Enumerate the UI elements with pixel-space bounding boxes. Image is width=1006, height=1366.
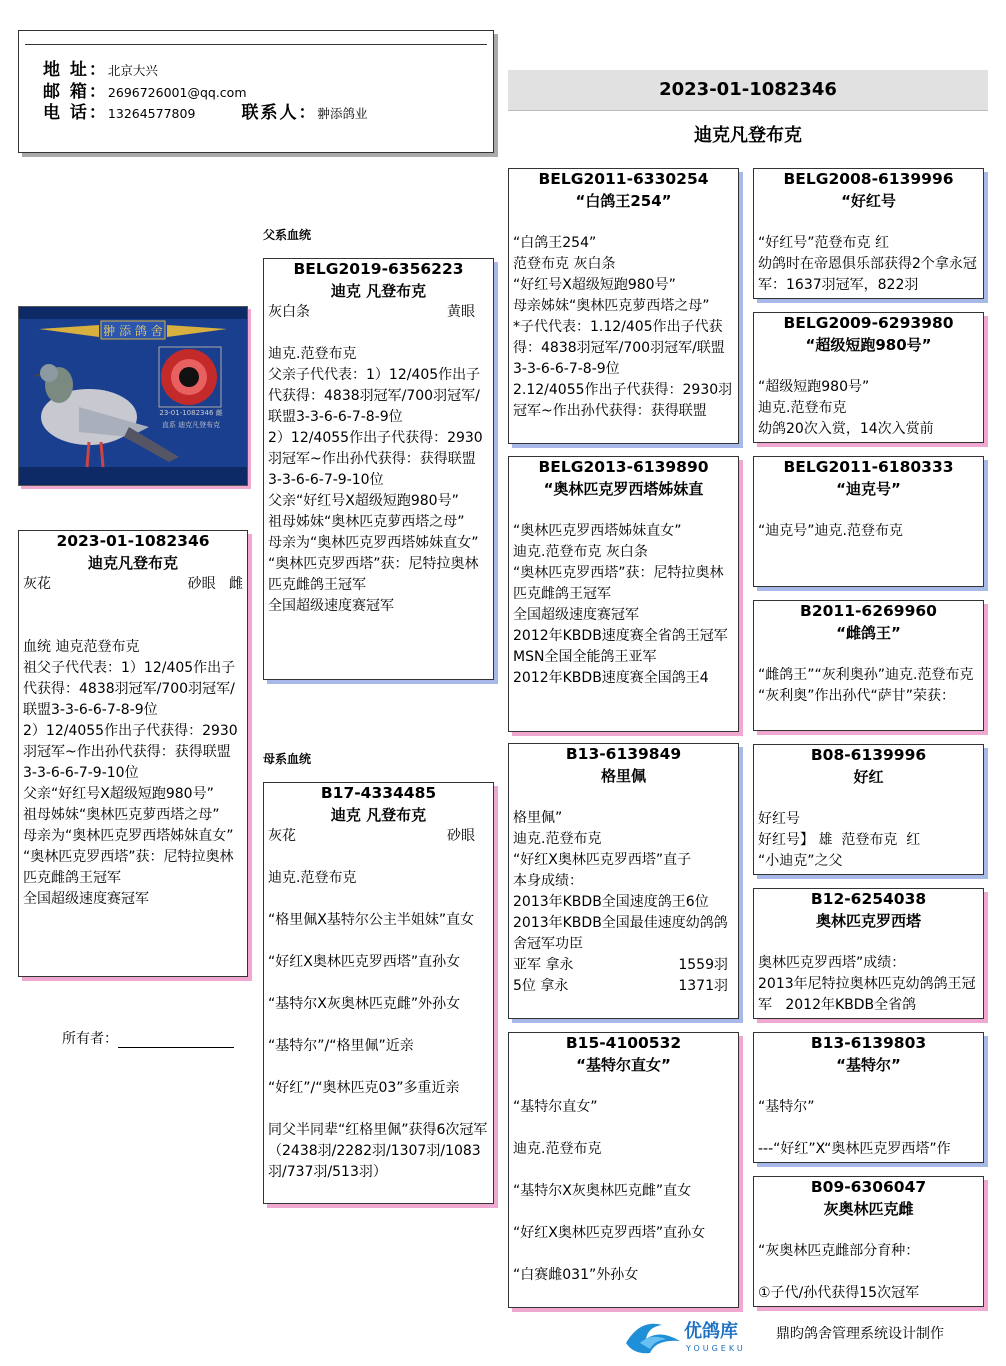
grandsire-maternal-card	[508, 743, 739, 1019]
phone-label: 电 话：	[43, 103, 108, 123]
ggp-name: 奥林匹克罗西塔	[815, 912, 921, 930]
ggp-description: “好红号”范登布克 红 幼鸽时在帝恩俱乐部获得2个拿永冠军：1637羽冠军，822羽	[758, 235, 977, 293]
address-label: 地 址：	[43, 60, 108, 80]
dam-card	[263, 782, 494, 1204]
grandsire-paternal-name: “白鸽王254”	[575, 192, 672, 210]
result-row	[509, 976, 738, 997]
result-row	[509, 955, 738, 976]
ggp-ring: B13-6139803	[810, 1034, 927, 1052]
ggp-ring: BELG2011-6180333	[783, 458, 954, 476]
dam-color: 灰花	[268, 828, 296, 844]
contact-value: 翀添鸽业	[317, 106, 368, 121]
email-value: 2696726001@qq.com	[107, 85, 247, 100]
sire-name: 迪克 凡登布克	[330, 282, 427, 300]
pigeon-illustration	[19, 307, 247, 485]
grandsire-paternal-description: “白鸽王254” 范登布克 灰白条 “好红号X超级短跑980号” 母亲姊妹“奥林匹克萝西塔之母” *子代代表：1.12/405作出子代获得：4838羽冠军/700羽冠军/联盟3-3-6-6-7-8-9位 2.12/4055作出子代获得：2930羽冠军~作出孙代获得：获得联盟	[513, 235, 733, 419]
ggp-description: 好红号 好红号】 雄 范登布克 红 “小迪克”之父	[758, 811, 921, 869]
granddam-maternal-name: “基特尔直女”	[576, 1056, 671, 1074]
ggp-card	[753, 312, 984, 443]
ggp-card	[753, 744, 984, 875]
dam-ring: B17-4334485	[320, 784, 437, 802]
sire-traits	[264, 302, 493, 323]
ggp-description: “迪克号”迪克.范登布克	[758, 523, 903, 539]
sire-eye: 黄眼	[447, 304, 475, 320]
granddam-paternal-name: “奥林匹克罗西塔姊妹直	[543, 480, 704, 498]
ggp-card	[753, 600, 984, 731]
sire-description: 迪克.范登布克 父亲子代代表：1）12/405作出子代获得：4838羽冠军/700羽冠军/联盟3-3-6-6-7-8-9位 2）12/4055作出子代获得：2930羽冠军~作出孙代获得：获得联盟3-3-6-6-7-9-10位 父亲“好红号X超级短跑980号” 祖母姊妹“奥林匹克萝西塔之母” 母亲为“奥林匹克罗西塔姊妹直女” “奥林匹克罗西塔”获：尼特拉奥林匹克雌鸽王冠军 全国超级速度赛冠军	[268, 346, 483, 614]
ggp-card	[753, 888, 984, 1019]
mother-line-label: 母系血统	[263, 752, 312, 766]
ggp-ring: B2011-6269960	[800, 602, 937, 620]
grandsire-maternal-description: 格里佩” 迪克.范登布克 “好红X奥林匹克罗西塔”直子 本身成绩： 2013年KBDB全国速度鸽王6位 2013年KBDB全国最佳速度幼鸽鸽舍冠军功臣	[513, 810, 728, 952]
owner-label: 所有者：	[62, 1031, 118, 1047]
brand-name-en: YOUGEKU	[686, 1344, 746, 1353]
subject-ring: 2023-01-1082346	[56, 532, 210, 550]
subject-traits	[19, 574, 247, 595]
wave-logo-icon	[620, 1313, 770, 1357]
granddam-paternal-card	[508, 456, 739, 732]
ggp-description: “灰奥林匹克雌部分育种： ①子代/孙代获得15次冠军	[758, 1243, 920, 1301]
ggp-ring: B12-6254038	[810, 890, 927, 908]
subject-eye: 砂眼	[187, 576, 216, 592]
ggp-description: “基特尔” ---“好红”X“奥林匹克罗西塔”作	[758, 1099, 951, 1157]
email-label: 邮 箱：	[43, 82, 108, 102]
ggp-name: “基特尔”	[836, 1056, 901, 1074]
ggp-ring: BELG2009-6293980	[783, 314, 954, 332]
granddam-paternal-description: “奥林匹克罗西塔姊妹直女” 迪克.范登布克 灰白条 “奥林匹克罗西塔”获：尼特拉奥林匹克雌鸽王冠军 全国超级速度赛冠军 2012年KBDB速度赛全省鸽王冠军 MSN全国全能鸽王亚军 2012年KBDB速度赛全国鸽王4	[513, 523, 728, 686]
subject-description: 血统 迪克范登布克 祖父子代代表：1）12/405作出子代获得：4838羽冠军/700羽冠军/联盟3-3-6-6-7-8-9位 2）12/4055作出子代获得：2930羽冠军~作出孙代获得：获得联盟3-3-6-6-7-9-10位 父亲“好红号X超级短跑980号” 祖母姊妹“奥林匹克萝西塔之母” 母亲为“奥林匹克罗西塔姊妹直女” “奥林匹克罗西塔”获：尼特拉奥林匹克雌鸽王冠军 全国超级速度赛冠军	[23, 639, 238, 907]
result-place: 5位 拿永	[513, 978, 569, 994]
photo-banner: 翀 添 鸽 舍	[103, 324, 163, 338]
ggp-name: “超级短跑980号”	[805, 336, 932, 354]
ggp-card	[753, 456, 984, 587]
phone-value: 13264577809	[107, 106, 196, 121]
result-place: 亚军 拿永	[513, 957, 574, 973]
ggp-name: 灰奥林匹克雌	[823, 1200, 914, 1218]
sire-card	[263, 258, 494, 680]
ggp-name: “迪克号”	[836, 480, 901, 498]
address-value: 北京大兴	[107, 63, 158, 78]
granddam-maternal-card	[508, 1032, 739, 1308]
dam-traits	[264, 826, 493, 847]
subject-sex: 雌	[229, 576, 243, 592]
result-birds: 1371羽	[678, 978, 728, 994]
ggp-ring: B08-6139996	[810, 746, 927, 764]
ggp-ring: B09-6306047	[810, 1178, 927, 1196]
grandsire-paternal-ring: BELG2011-6330254	[538, 170, 709, 188]
ggp-card	[753, 168, 984, 299]
sire-ring: BELG2019-6356223	[293, 260, 464, 278]
brand-name: 优鸽库	[684, 1321, 738, 1342]
grandsire-maternal-ring: B13-6139849	[565, 745, 682, 763]
phone-row	[43, 98, 368, 123]
brand-logo	[620, 1313, 770, 1361]
ggp-name: “好红号	[841, 192, 896, 210]
ggp-card	[753, 1032, 984, 1163]
dam-eye: 砂眼	[447, 828, 475, 844]
result-birds: 1559羽	[678, 957, 728, 973]
subject-name: 迪克凡登布克	[87, 554, 178, 572]
footer-credit: 鼎昀鸽舍管理系统设计制作	[776, 1326, 944, 1342]
photo-caption: 直系 迪克凡登布克	[161, 421, 221, 429]
ggp-name: “雌鸽王”	[836, 624, 901, 642]
header-ring-number: 2023-01-1082346	[508, 70, 988, 111]
contact-box	[18, 30, 494, 153]
ggp-ring: BELG2008-6139996	[783, 170, 954, 188]
dam-name: 迪克 凡登布克	[330, 806, 427, 824]
ggp-description: “超级短跑980号” 迪克.范登布克 幼鸽20次入赏，14次入赏前	[758, 379, 934, 437]
grandsire-paternal-card	[508, 168, 739, 444]
subject-color: 灰花	[23, 576, 51, 592]
photo-ring-text: 23-01-1082346 雌	[159, 409, 223, 417]
contact-label: 联系人：	[241, 103, 318, 123]
pigeon-photo	[18, 306, 248, 486]
subject-card	[18, 530, 248, 977]
granddam-maternal-ring: B15-4100532	[565, 1034, 682, 1052]
divider	[25, 44, 487, 45]
ggp-card	[753, 1176, 984, 1307]
ggp-description: 奥林匹克罗西塔”成绩： 2013年尼特拉奥林匹克幼鸽鸽王冠军 2012年KBDB全省鸽	[758, 955, 976, 1013]
granddam-maternal-description: “基特尔直女” 迪克.范登布克 “基特尔X灰奥林匹克雌”直女 “好红X奥林匹克罗西塔”直孙女 “白赛雌031”外孙女	[513, 1099, 706, 1283]
granddam-paternal-ring: BELG2013-6139890	[538, 458, 709, 476]
ggp-name: 好红	[853, 768, 884, 786]
dam-description: 迪克.范登布克 “格里佩X基特尔公主半姐妹”直女 “好红X奥林匹克罗西塔”直孙女 “基特尔X灰奥林匹克雌”外孙女 “基特尔”/“格里佩”近亲 “好红”/“奥林匹克03”多重近亲 同父半同辈“红格里佩”获得6次冠军（2438羽/2282羽/1307羽/1083羽/737羽/513羽）	[268, 870, 488, 1180]
header-pigeon-name: 迪克凡登布克	[694, 125, 802, 146]
owner-field[interactable]	[62, 1028, 234, 1048]
owner-blank-line[interactable]	[118, 1033, 234, 1048]
father-line-label: 父系血统	[263, 228, 312, 242]
ggp-description: “雌鸽王”“灰利奥孙”迪克.范登布克 “灰利奥”作出孙代“萨甘”荣获：	[758, 667, 974, 704]
grandsire-maternal-name: 格里佩	[600, 767, 646, 785]
sire-color: 灰白条	[268, 304, 310, 320]
